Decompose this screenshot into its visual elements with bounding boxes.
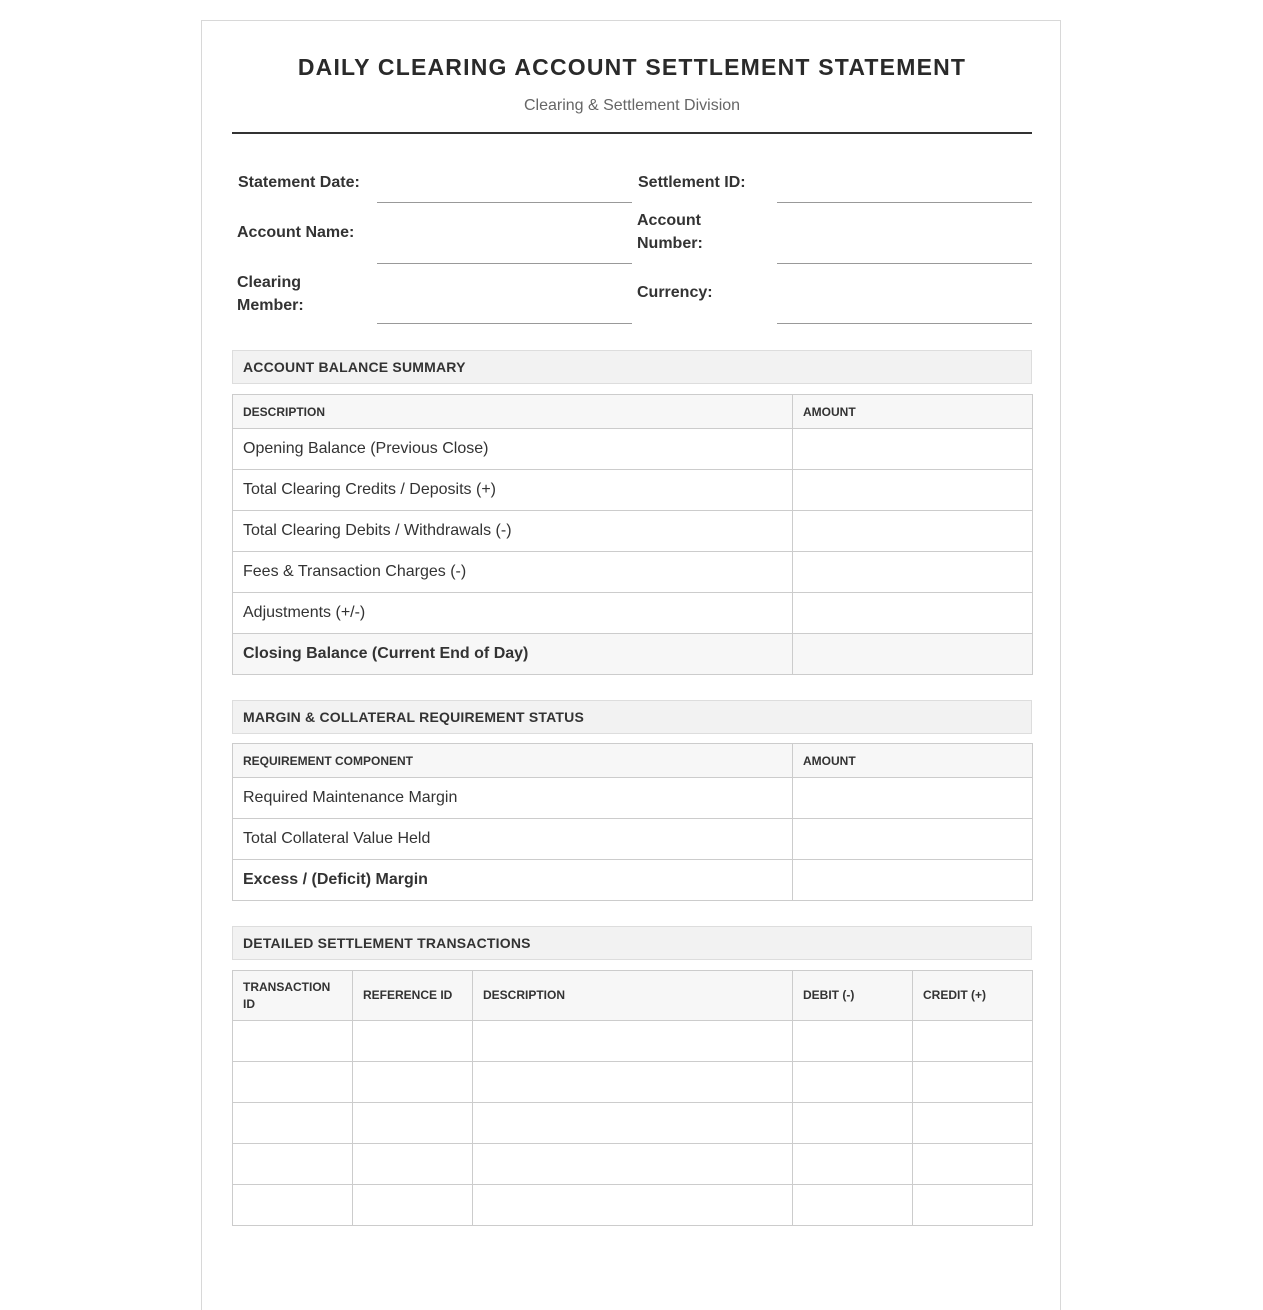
debit-cell[interactable] — [793, 1021, 913, 1062]
column-header-description: DESCRIPTION — [233, 395, 793, 429]
amount-cell[interactable] — [793, 593, 1033, 634]
settlement-id-label: Settlement ID: — [638, 174, 746, 191]
table-row — [233, 470, 1033, 511]
amount-cell[interactable] — [793, 860, 1033, 901]
table-header-row — [233, 971, 1033, 1021]
document-title: DAILY CLEARING ACCOUNT SETTLEMENT STATEMENT — [297, 54, 967, 80]
table-row — [233, 1185, 1033, 1226]
amount-cell[interactable] — [793, 778, 1033, 819]
statement-page — [201, 20, 1061, 1310]
row-label: Opening Balance (Previous Close) — [233, 429, 793, 470]
column-header-credit: CREDIT (+) — [913, 971, 1033, 1021]
reference-id-cell[interactable] — [353, 1062, 473, 1103]
debit-cell[interactable] — [793, 1103, 913, 1144]
column-header-transaction-id: TRANSACTION ID — [233, 971, 353, 1021]
balance-summary-heading: ACCOUNT BALANCE SUMMARY — [232, 350, 1032, 384]
table-row — [233, 1062, 1033, 1103]
account-name-field[interactable] — [377, 263, 632, 264]
account-number-field[interactable] — [777, 263, 1032, 264]
table-row — [233, 552, 1033, 593]
reference-id-cell[interactable] — [353, 1144, 473, 1185]
amount-cell[interactable] — [793, 429, 1033, 470]
column-header-requirement-component: REQUIREMENT COMPONENT — [233, 744, 793, 778]
amount-cell[interactable] — [793, 511, 1033, 552]
row-label: Fees & Transaction Charges (-) — [233, 552, 793, 593]
statement-date-field[interactable] — [377, 202, 632, 203]
settlement-id-field[interactable] — [777, 202, 1032, 203]
margin-status-table — [232, 743, 1033, 901]
currency-field[interactable] — [777, 323, 1032, 324]
description-cell[interactable] — [473, 1144, 793, 1185]
credit-cell[interactable] — [913, 1144, 1033, 1185]
transactions-table — [232, 970, 1033, 1226]
reference-id-cell[interactable] — [353, 1185, 473, 1226]
statement-date-label: Statement Date: — [238, 174, 360, 191]
column-header-amount: AMOUNT — [793, 395, 1033, 429]
row-label: Excess / (Deficit) Margin — [233, 860, 793, 901]
description-cell[interactable] — [473, 1062, 793, 1103]
table-header-row — [233, 744, 1033, 778]
table-row — [233, 819, 1033, 860]
column-header-amount: AMOUNT — [793, 744, 1033, 778]
table-row — [233, 511, 1033, 552]
title-divider — [232, 132, 1032, 134]
column-header-description: DESCRIPTION — [473, 971, 793, 1021]
margin-status-heading: MARGIN & COLLATERAL REQUIREMENT STATUS — [232, 700, 1032, 734]
credit-cell[interactable] — [913, 1185, 1033, 1226]
reference-id-cell[interactable] — [353, 1103, 473, 1144]
debit-cell[interactable] — [793, 1144, 913, 1185]
transactions-heading: DETAILED SETTLEMENT TRANSACTIONS — [232, 926, 1032, 960]
debit-cell[interactable] — [793, 1185, 913, 1226]
row-label: Total Clearing Debits / Withdrawals (-) — [233, 511, 793, 552]
table-row — [233, 778, 1033, 819]
document-subtitle: Clearing & Settlement Division — [523, 97, 741, 114]
transaction-id-cell[interactable] — [233, 1103, 353, 1144]
transaction-id-cell[interactable] — [233, 1021, 353, 1062]
credit-cell[interactable] — [913, 1021, 1033, 1062]
credit-cell[interactable] — [913, 1103, 1033, 1144]
currency-label: Currency: — [637, 284, 713, 301]
description-cell[interactable] — [473, 1185, 793, 1226]
transaction-id-cell[interactable] — [233, 1185, 353, 1226]
row-label: Total Collateral Value Held — [233, 819, 793, 860]
account-number-label: Account Number: — [637, 212, 703, 252]
column-header-reference-id: REFERENCE ID — [353, 971, 473, 1021]
table-header-row — [233, 395, 1033, 429]
transaction-id-cell[interactable] — [233, 1062, 353, 1103]
row-label: Total Clearing Credits / Deposits (+) — [233, 470, 793, 511]
debit-cell[interactable] — [793, 1062, 913, 1103]
table-row — [233, 1021, 1033, 1062]
closing-balance-label: Closing Balance (Current End of Day) — [233, 634, 793, 675]
table-row — [233, 1144, 1033, 1185]
balance-summary-table — [232, 394, 1033, 675]
transaction-id-cell[interactable] — [233, 1144, 353, 1185]
row-label: Adjustments (+/-) — [233, 593, 793, 634]
credit-cell[interactable] — [913, 1062, 1033, 1103]
closing-balance-row — [233, 634, 1033, 675]
reference-id-cell[interactable] — [353, 1021, 473, 1062]
clearing-member-field[interactable] — [377, 323, 632, 324]
clearing-member-label: Clearing Member: — [237, 274, 304, 314]
table-row — [233, 860, 1033, 901]
row-label: Required Maintenance Margin — [233, 778, 793, 819]
table-row — [233, 429, 1033, 470]
table-row — [233, 593, 1033, 634]
amount-cell[interactable] — [793, 552, 1033, 593]
account-name-label: Account Name: — [237, 224, 355, 241]
column-header-debit: DEBIT (-) — [793, 971, 913, 1021]
description-cell[interactable] — [473, 1103, 793, 1144]
table-row — [233, 1103, 1033, 1144]
closing-balance-amount-cell[interactable] — [793, 634, 1033, 675]
amount-cell[interactable] — [793, 819, 1033, 860]
description-cell[interactable] — [473, 1021, 793, 1062]
amount-cell[interactable] — [793, 470, 1033, 511]
